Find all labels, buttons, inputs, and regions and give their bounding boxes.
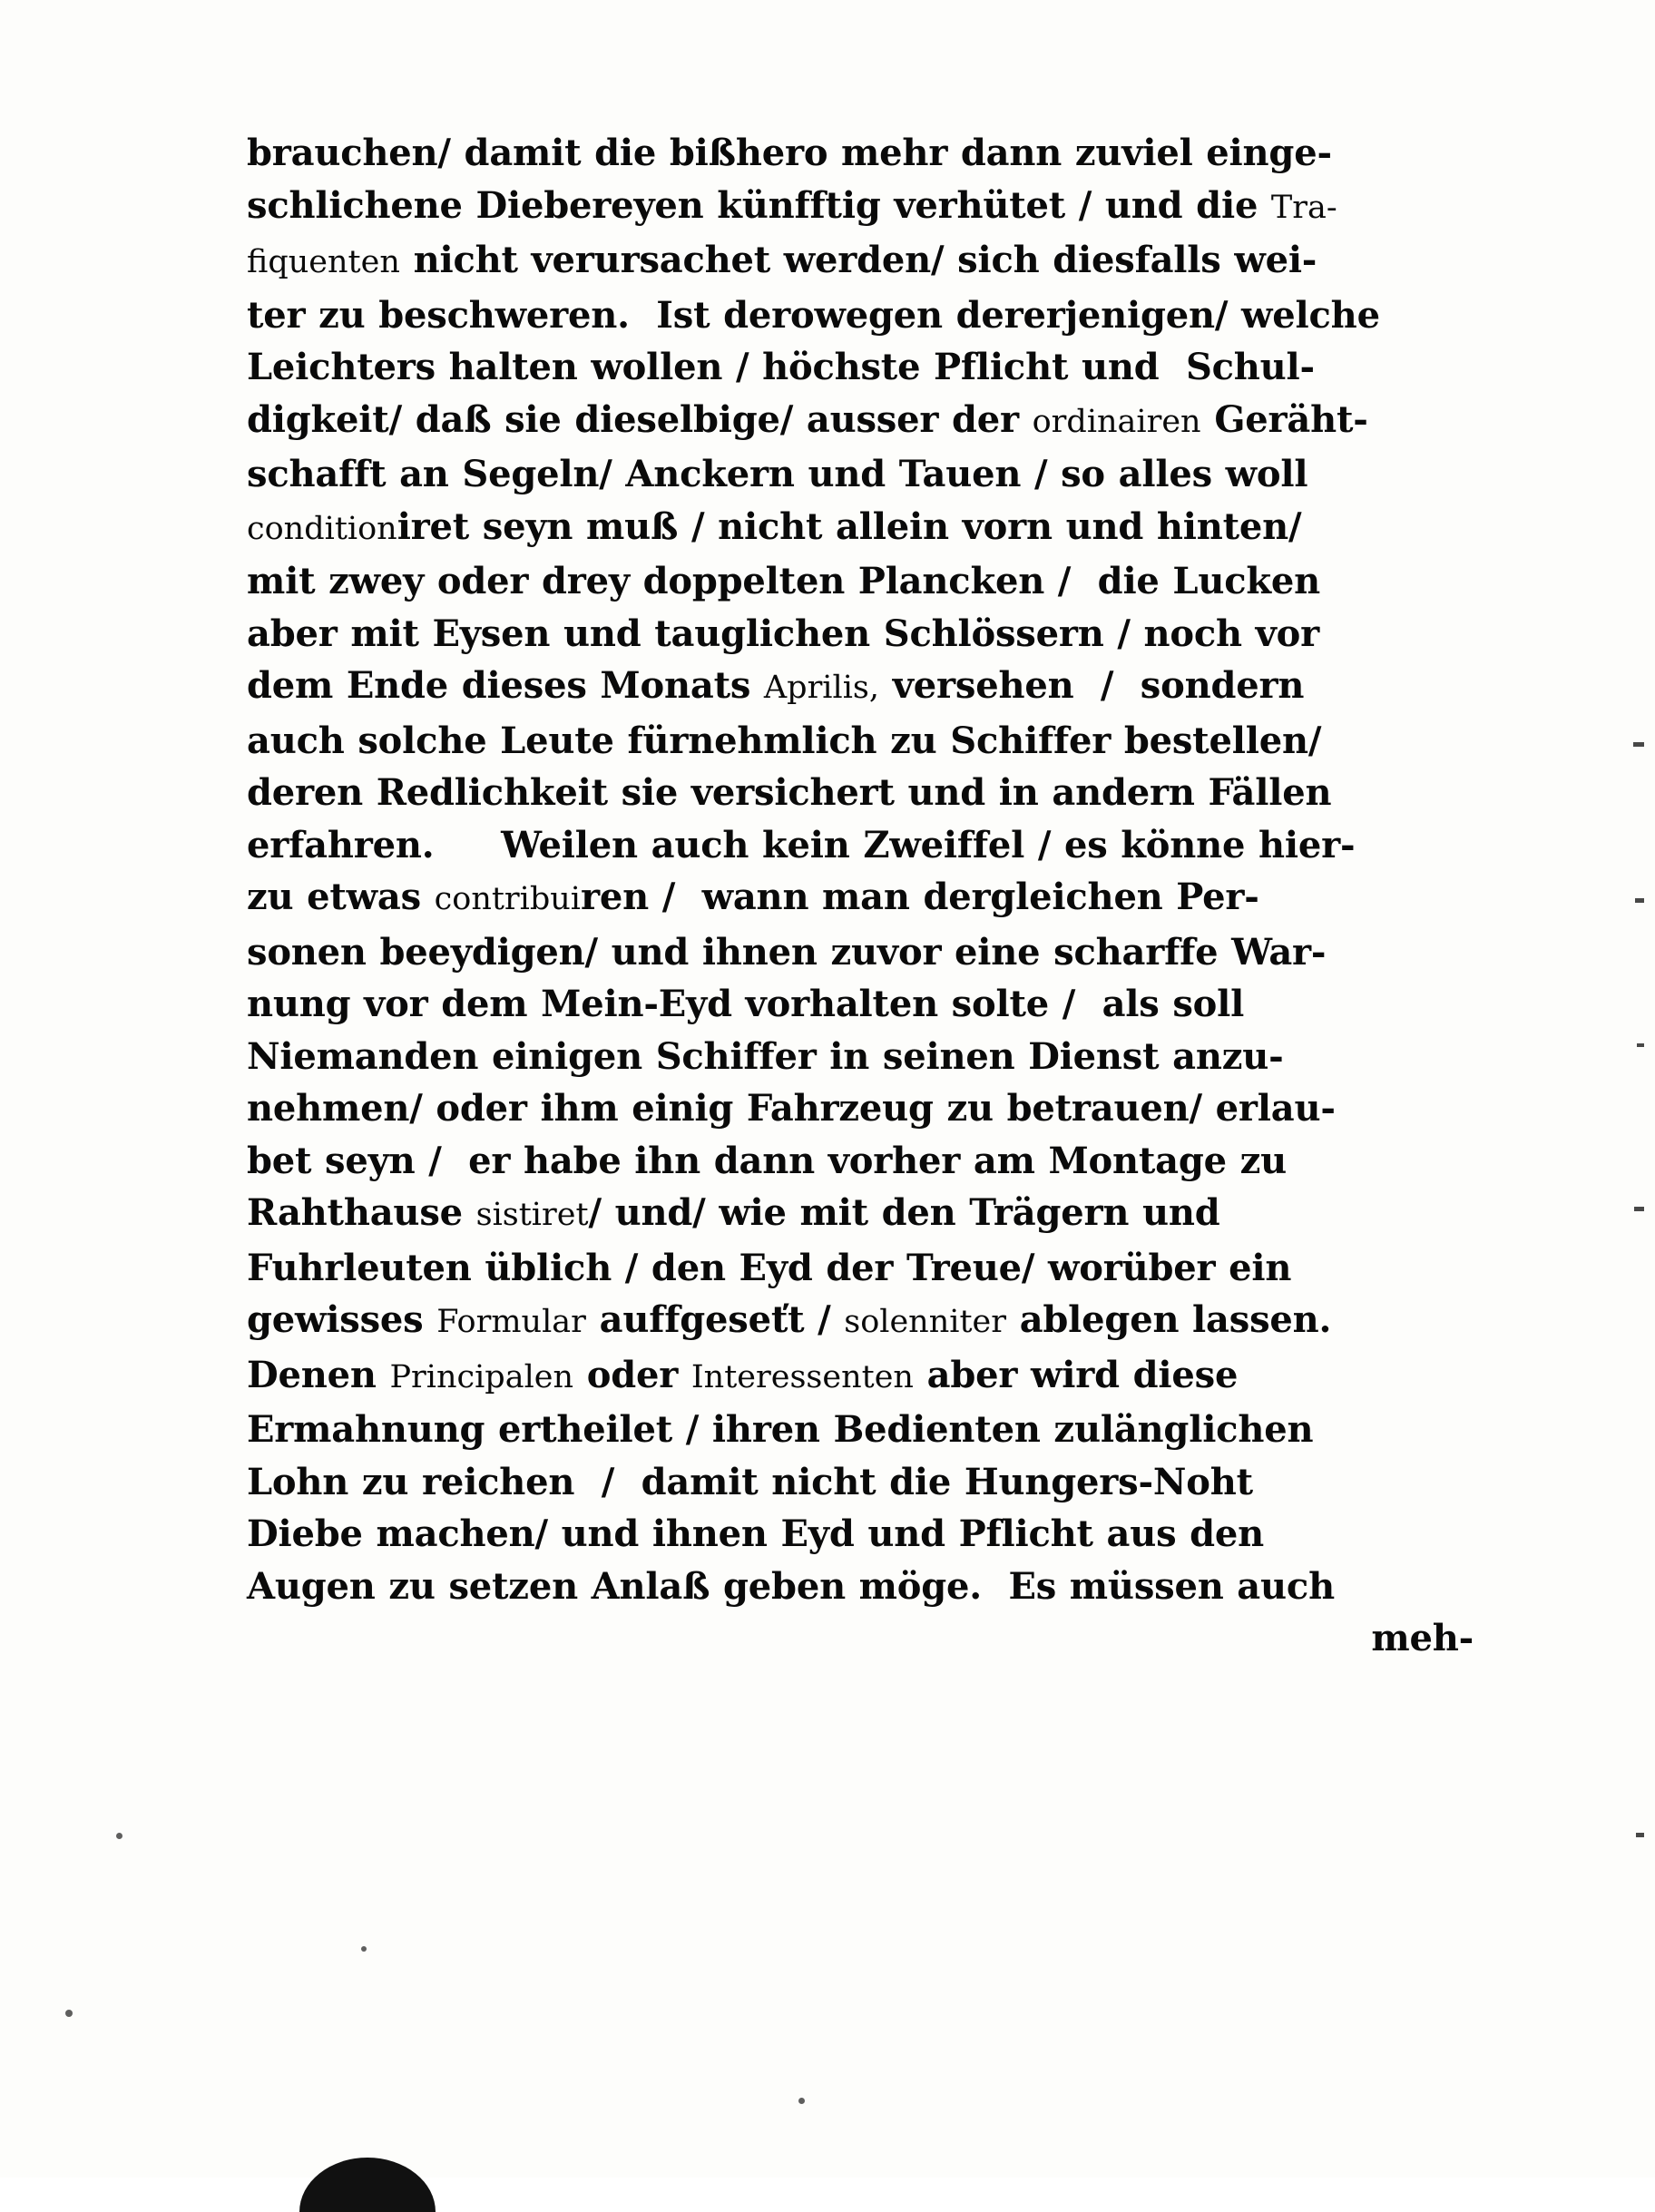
fraktur-run: versehen / sondern: [878, 664, 1305, 707]
scan-speck: [798, 2098, 805, 2104]
text-line: [247, 180, 1474, 235]
scan-edge-mark: [1633, 742, 1644, 747]
fraktur-run: brauchen/ damit die bißhero mehr dann zuviel einge‐: [247, 132, 1332, 174]
fraktur-run: auch solche Leute fürnehmlich zu Schiffer bestellen/: [247, 719, 1322, 762]
roman-insert: Interessenten: [690, 1358, 914, 1395]
fraktur-run: oder: [573, 1353, 691, 1396]
text-line: [247, 767, 1474, 819]
text-line: [247, 234, 1474, 289]
roman-insert: sistiret: [475, 1197, 589, 1233]
page-ornament: [299, 2158, 436, 2212]
fraktur-run: Leichters halten wollen / höchste Pflicht und Schul‐: [247, 346, 1315, 388]
text-line: [247, 1082, 1474, 1135]
fraktur-run: nicht verursachet werden/ sich diesfalls wei‐: [399, 239, 1317, 281]
text-line: [247, 555, 1474, 608]
text-line: [247, 1187, 1474, 1242]
fraktur-run: Rahthause: [247, 1191, 476, 1234]
text-line: [247, 871, 1474, 926]
text-line: [247, 448, 1474, 501]
text-line: [247, 1031, 1474, 1083]
text-line: [247, 1508, 1474, 1561]
fraktur-run: Niemanden einigen Schiffer in seinen Dienst anzu‐: [247, 1034, 1284, 1078]
roman-insert: contribui: [434, 881, 582, 917]
fraktur-run: zu etwas: [247, 876, 435, 918]
text-line: [247, 1404, 1474, 1456]
text-line: [247, 289, 1474, 342]
fraktur-run: nung vor dem Mein‐Eyd vorhalten solte / als soll: [247, 983, 1245, 1025]
text-line: [247, 926, 1474, 979]
text-line: [247, 1242, 1474, 1295]
text-line: [247, 819, 1474, 872]
scan-edge-mark: [1635, 898, 1644, 903]
roman-insert: Aprilis,: [763, 670, 879, 706]
scan-edge-mark: [1634, 1207, 1644, 1211]
text-line: [247, 1135, 1474, 1188]
roman-insert: ordinairen: [1032, 403, 1201, 440]
scan-edge-mark: [1636, 1833, 1644, 1837]
scan-speck: [116, 1833, 122, 1839]
roman-insert: Principalen: [389, 1358, 574, 1395]
fraktur-run: iret seyn muß / nicht allein vorn und hinten/: [397, 504, 1302, 548]
text-line: [247, 501, 1474, 556]
roman-insert: solenniter: [844, 1304, 1006, 1340]
text-line: [247, 1456, 1474, 1509]
fraktur-run: digkeit/ daß sie dieselbige/ ausser der: [247, 397, 1033, 441]
fraktur-run: Diebe machen/ und ihnen Eyd und Pflicht aus den: [247, 1512, 1265, 1555]
catchword: meh‐: [1371, 1617, 1474, 1659]
fraktur-run: mit zwey oder drey doppelten Plancken / die Lucken: [247, 560, 1321, 602]
fraktur-run: schlichene Diebereyen künfftig verhütet / und die: [247, 183, 1271, 227]
fraktur-run: deren Redlichkeit sie versichert und in andern Fällen: [247, 771, 1332, 814]
fraktur-run: nehmen/ oder ihm einig Fahrzeug zu betrauen/ erlau‐: [247, 1087, 1336, 1130]
text-line: [247, 660, 1474, 715]
fraktur-run: sonen beeydigen/ und ihnen zuvor eine scharffe War‐: [247, 930, 1327, 974]
fraktur-run: / und/ wie mit den Trägern und: [588, 1191, 1220, 1234]
scan-speck: [361, 1946, 367, 1952]
fraktur-run: ter zu beschweren. Ist derowegen dererjenigen/ welche: [247, 293, 1380, 337]
roman-insert: Formular: [436, 1304, 586, 1340]
fraktur-run: dem Ende dieses Monats: [247, 664, 764, 707]
roman-insert: fiquenten: [247, 244, 400, 280]
text-line: [247, 1294, 1474, 1349]
fraktur-run: auffgeseťt /: [585, 1298, 845, 1341]
fraktur-run: schafft an Segeln/ Anckern und Tauen / so alles woll: [247, 453, 1308, 495]
roman-insert: Tra-: [1270, 189, 1337, 226]
fraktur-run: Augen zu setzen Anlaß geben möge. Es müssen auch: [247, 1564, 1335, 1608]
fraktur-run: ren / wann man dergleichen Per‐: [581, 876, 1259, 918]
roman-insert: condition: [247, 510, 397, 547]
page-text-block: [247, 127, 1474, 1665]
fraktur-run: Ermahnung ertheilet / ihren Bedienten zulänglichen: [247, 1408, 1314, 1451]
fraktur-run: Denen: [247, 1353, 390, 1396]
fraktur-run: aber mit Eysen und tauglichen Schlössern / noch vor: [247, 612, 1319, 655]
fraktur-run: bet seyn / er habe ihn dann vorher am Montage zu: [247, 1139, 1288, 1182]
fraktur-run: Lohn zu reichen / damit nicht die Hungers‐Noht: [247, 1460, 1253, 1503]
text-line: [247, 1349, 1474, 1405]
text-line: [247, 715, 1474, 768]
fraktur-run: Geräht‐: [1200, 397, 1368, 441]
text-line: [247, 978, 1474, 1031]
fraktur-run: gewisses: [247, 1298, 437, 1341]
text-line: [247, 341, 1474, 394]
fraktur-run: ablegen lassen.: [1005, 1298, 1332, 1341]
text-line: [247, 394, 1474, 449]
fraktur-run: Fuhrleuten üblich / den Eyd der Treue/ worüber ein: [247, 1246, 1292, 1289]
text-line: [247, 127, 1474, 180]
text-line: [247, 608, 1474, 661]
fraktur-run: erfahren. Weilen auch kein Zweiffel / es könne hier‐: [247, 823, 1356, 866]
fraktur-run: aber wird diese: [913, 1353, 1239, 1396]
scan-edge-mark: [1637, 1043, 1644, 1047]
text-line: [247, 1561, 1474, 1613]
scan-speck: [65, 2010, 73, 2017]
